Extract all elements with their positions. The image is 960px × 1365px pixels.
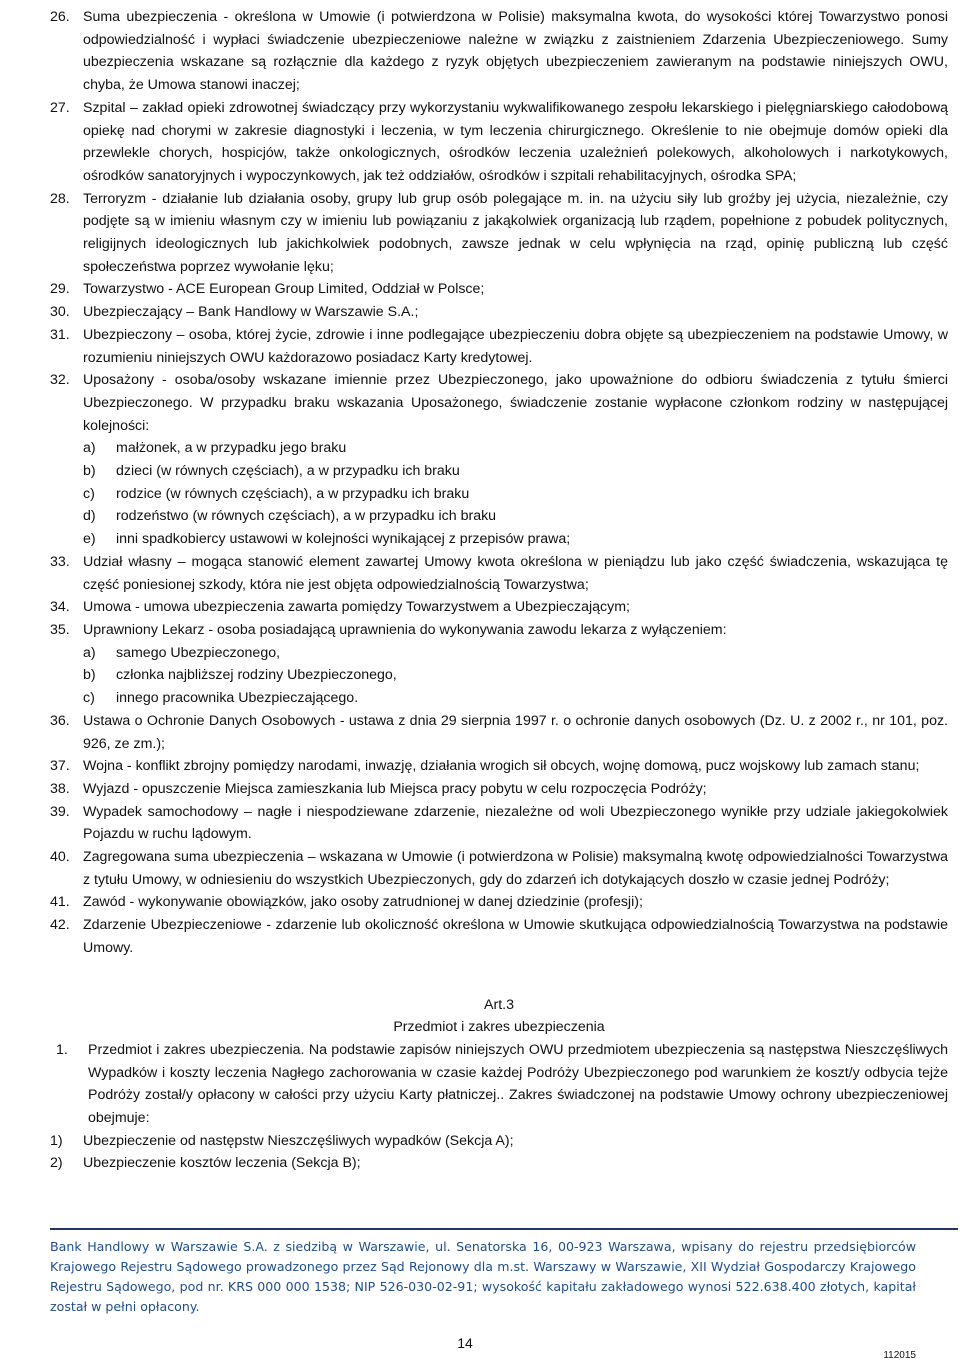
article-item-text: Przedmiot i zakres ubezpieczenia. Na podstawie zapisów niniejszych OWU przedmiotem ubezpieczenia są następstwa Nieszczęśliwych Wypadków i koszty leczenia Nagłego zachorowania w czasie każdej Podróży Ubezpieczonego pod warunkiem że koszt/y odbycia tejże Podróży został/y opłacony w całości przy użyciu Karty płatniczej.. Zakres świadczonej na podstawie Umowy ochrony ubezpieczeniowej obejmuje: bbox=[88, 1041, 948, 1127]
subitem-text: małżonek, a w przypadku jego braku bbox=[116, 440, 347, 457]
definition-subitem bbox=[50, 642, 948, 665]
subitem-letter: e) bbox=[83, 531, 96, 548]
definition-text: Zdarzenie Ubezpieczeniowe - zdarzenie lub okoliczność określona w Umowie skutkująca odpowiedzialnością Towarzystwa na podstawie Umowy. bbox=[83, 917, 948, 956]
definition-number: 38. bbox=[50, 780, 70, 797]
subitem-text: rodzice (w równych częściach), a w przypadku ich braku bbox=[116, 485, 470, 502]
definition-item bbox=[50, 778, 948, 801]
section-number: 1) bbox=[50, 1132, 63, 1149]
footer-text: Bank Handlowy w Warszawie S.A. z siedzibą w Warszawie, ul. Senatorska 16, 00-923 Warszawa, wpisany do rejestru przedsiębiorców Krajowego Rejestru Sądowego prowadzonego przez Sąd Rejonowy dla m.st. Warszawy w Warszawie, XII Wydział Gospodarczy Krajowego Rejestru Sądowego, pod nr. KRS 000 000 1538; NIP 526-030-02-91; wysokość kapitału zakładowego wynosi 522.638.400 złotych, kapitał został w pełni opłacony. bbox=[50, 1239, 916, 1314]
definition-item bbox=[50, 710, 948, 755]
subitem-text: innego pracownika Ubezpieczającego. bbox=[116, 690, 359, 707]
footer-divider bbox=[50, 1228, 958, 1230]
definition-text: Szpital – zakład opieki zdrowotnej świadczący przy wykorzystaniu wykwalifikowanego zespołu lekarskiego i pielęgniarskiego całodobową opiekę nad chorymi w zakresie diagnostyki i leczenia, w tym leczenia chirurgicznego. Określenie to nie obejmuje domów opieki dla przewlekle chorych, hospicjów, także onkologicznych, ośrodków leczenia uzależnień polekowych, alkoholowych i narkotykowych, ośrodków sanatoryjnych i wypoczynkowych, jak też oddziałów, ośrodków i szpitali rehabilitacyjnych, ośrodka SPA; bbox=[83, 99, 948, 184]
article-item-number: 1. bbox=[56, 1041, 68, 1058]
document-code: 112015 bbox=[883, 1350, 916, 1361]
definition-subitem bbox=[50, 437, 948, 460]
definition-subitem bbox=[50, 460, 948, 483]
article-title: Przedmiot i zakres ubezpieczenia bbox=[393, 1019, 605, 1036]
definition-item bbox=[50, 324, 948, 369]
section-number: 2) bbox=[50, 1155, 63, 1172]
definition-item bbox=[50, 188, 948, 279]
article-spacer bbox=[50, 960, 948, 994]
document-body bbox=[50, 6, 948, 1175]
definition-number: 31. bbox=[50, 326, 70, 343]
definition-text: Uposażony - osoba/osoby wskazane imiennie przez Ubezpieczonego, jako upoważnione do odbioru świadczenia z tytułu śmierci Ubezpieczonego. W przypadku braku wskazania Uposażonego, świadczenie zostanie wypłacone członkom rodziny w następującej kolejności: bbox=[83, 372, 948, 434]
definition-subitem bbox=[50, 687, 948, 710]
definition-number: 41. bbox=[50, 894, 70, 911]
subitem-letter: b) bbox=[83, 463, 96, 480]
definition-number: 37. bbox=[50, 758, 70, 775]
subitem-letter: c) bbox=[83, 690, 95, 707]
subitem-text: inni spadkobiercy ustawowi w kolejności wynikającej z przepisów prawa; bbox=[116, 531, 571, 548]
definition-item bbox=[50, 846, 948, 891]
definition-text: Ustawa o Ochronie Danych Osobowych - ustawa z dnia 29 sierpnia 1997 r. o ochronie danych osobowych (Dz. U. z 2002 r., nr 101, poz. 926, ze zm.); bbox=[83, 712, 948, 752]
definition-subitem bbox=[50, 528, 948, 551]
section-item bbox=[50, 1130, 948, 1153]
definition-subitem bbox=[50, 664, 948, 687]
definition-text: Zawód - wykonywanie obowiązków, jako osoby zatrudnionej w danej dziedzinie (profesji); bbox=[83, 894, 643, 911]
definition-number: 42. bbox=[50, 917, 70, 934]
definition-number: 36. bbox=[50, 712, 70, 729]
subitem-letter: b) bbox=[83, 667, 96, 684]
section-item bbox=[50, 1152, 948, 1175]
section-text: Ubezpieczenie kosztów leczenia (Sekcja B); bbox=[83, 1155, 361, 1172]
article-item bbox=[50, 1039, 948, 1130]
definition-text: Udział własny – mogąca stanowić element zawartej Umowy kwota określona w pieniądzu lub jako część świadczenia, wskazująca tę część poniesionej szkody, która nie jest objęta odpowiedzialnością Towarzystwa; bbox=[83, 553, 948, 593]
subitem-letter: c) bbox=[83, 485, 95, 502]
definition-item bbox=[50, 755, 948, 778]
definition-subitem bbox=[50, 505, 948, 528]
subitem-letter: d) bbox=[83, 508, 96, 525]
definition-number: 29. bbox=[50, 281, 70, 298]
definition-number: 26. bbox=[50, 9, 70, 25]
definition-text: Wypadek samochodowy – nagłe i niespodziewane zdarzenie, niezależne od woli Ubezpieczonego wynikłe przy udziale jakiegokolwiek Pojazdu w ruchu lądowym. bbox=[83, 803, 948, 843]
definition-text: Uprawniony Lekarz - osoba posiadającą uprawnienia do wykonywania zawodu lekarza z wyłączeniem: bbox=[83, 621, 727, 638]
definition-number: 32. bbox=[50, 372, 70, 389]
page-number: 14 bbox=[457, 1335, 473, 1351]
subitem-letter: a) bbox=[83, 644, 96, 661]
definition-text: Towarzystwo - ACE European Group Limited, Oddział w Polsce; bbox=[83, 281, 485, 298]
definition-item bbox=[50, 801, 948, 846]
definition-number: 40. bbox=[50, 849, 70, 866]
definition-text: Umowa - umowa ubezpieczenia zawarta pomiędzy Towarzystwem a Ubezpieczającym; bbox=[83, 599, 630, 616]
definition-item bbox=[50, 278, 948, 301]
definition-number: 34. bbox=[50, 599, 70, 616]
subitem-text: samego Ubezpieczonego, bbox=[116, 644, 281, 661]
subitem-text: rodzeństwo (w równych częściach), a w przypadku ich braku bbox=[116, 508, 497, 525]
section-text: Ubezpieczenie od następstw Nieszczęśliwych wypadków (Sekcja A); bbox=[83, 1132, 514, 1149]
definition-number: 35. bbox=[50, 621, 70, 638]
definition-item bbox=[50, 891, 948, 914]
definition-text: Ubezpieczający – Bank Handlowy w Warszawie S.A.; bbox=[83, 304, 419, 321]
definition-item bbox=[50, 301, 948, 324]
definition-item bbox=[50, 551, 948, 596]
definition-text: Zagregowana suma ubezpieczenia – wskazana w Umowie (i potwierdzona w Polisie) maksymalną kwotę odpowiedzialności Towarzystwa z tytułu Umowy, w odniesieniu do wszystkich Ubezpieczonych, gdy do zdarzeń ich dotykających doszło w czasie jednej Podróży; bbox=[83, 849, 948, 888]
definition-item bbox=[50, 914, 948, 959]
definition-item bbox=[50, 369, 948, 437]
definition-item bbox=[50, 596, 948, 619]
definition-number: 39. bbox=[50, 803, 70, 820]
subitem-text: członka najbliższej rodziny Ubezpieczonego, bbox=[116, 667, 397, 684]
definition-text: Ubezpieczony – osoba, której życie, zdrowie i inne podlegające ubezpieczeniu dobra objęte są ubezpieczeniem na podstawie Umowy, w rozumieniu niniejszych OWU każdorazowo posiadacz Karty kredytowej. bbox=[83, 326, 948, 366]
definition-text: Suma ubezpieczenia - określona w Umowie (i potwierdzona w Polisie) maksymalna kwota, do wysokości której Towarzystwo ponosi odpowiedzialność i wypłaci świadczenie ubezpieczeniowe należne w związku z zaistnieniem Zdarzenia Ubezpieczeniowego. Sumy ubezpieczenia wskazane są rozłącznie dla każdego z ryzyk objętych ubezpieczeniem zawieranym na podstawie niniejszych OWU, chyba, że Umowa stanowi inaczej; bbox=[83, 9, 948, 94]
definition-item bbox=[50, 97, 948, 188]
definition-number: 30. bbox=[50, 304, 70, 321]
subitem-letter: a) bbox=[83, 440, 96, 457]
definition-text: Wyjazd - opuszczenie Miejsca zamieszkania lub Miejsca pracy pobytu w celu rozpoczęcia Podróży; bbox=[83, 780, 707, 797]
subitem-text: dzieci (w równych częściach), a w przypadku ich braku bbox=[116, 463, 460, 480]
definition-number: 28. bbox=[50, 190, 70, 207]
definition-item bbox=[50, 6, 948, 97]
definition-item bbox=[50, 619, 948, 642]
definition-subitem bbox=[50, 483, 948, 506]
definition-text: Terroryzm - działanie lub działania osoby, grupy lub grup osób polegające m. in. na użyciu siły lub groźby jej użycia, niezależnie, czy podjęte są w imieniu własnym czy w imieniu lub powiązaniu z jakąkolwiek organizacją lub rządem, popełnione z pobudek politycznych, religijnych ideologicznych lub jakichkolwiek podobnych, zawsze jednak w celu wpłynięcia na rząd, opinię publiczną lub część społeczeństwa poprzez wywołanie lęku; bbox=[83, 190, 948, 275]
article-number: Art.3 bbox=[484, 996, 514, 1013]
definition-text: Wojna - konflikt zbrojny pomiędzy narodami, inwazję, działania wrogich sił obcych, wojnę domową, pucz wojskowy lub zamach stanu; bbox=[83, 758, 920, 775]
definition-number: 33. bbox=[50, 553, 70, 570]
definition-number: 27. bbox=[50, 99, 70, 116]
